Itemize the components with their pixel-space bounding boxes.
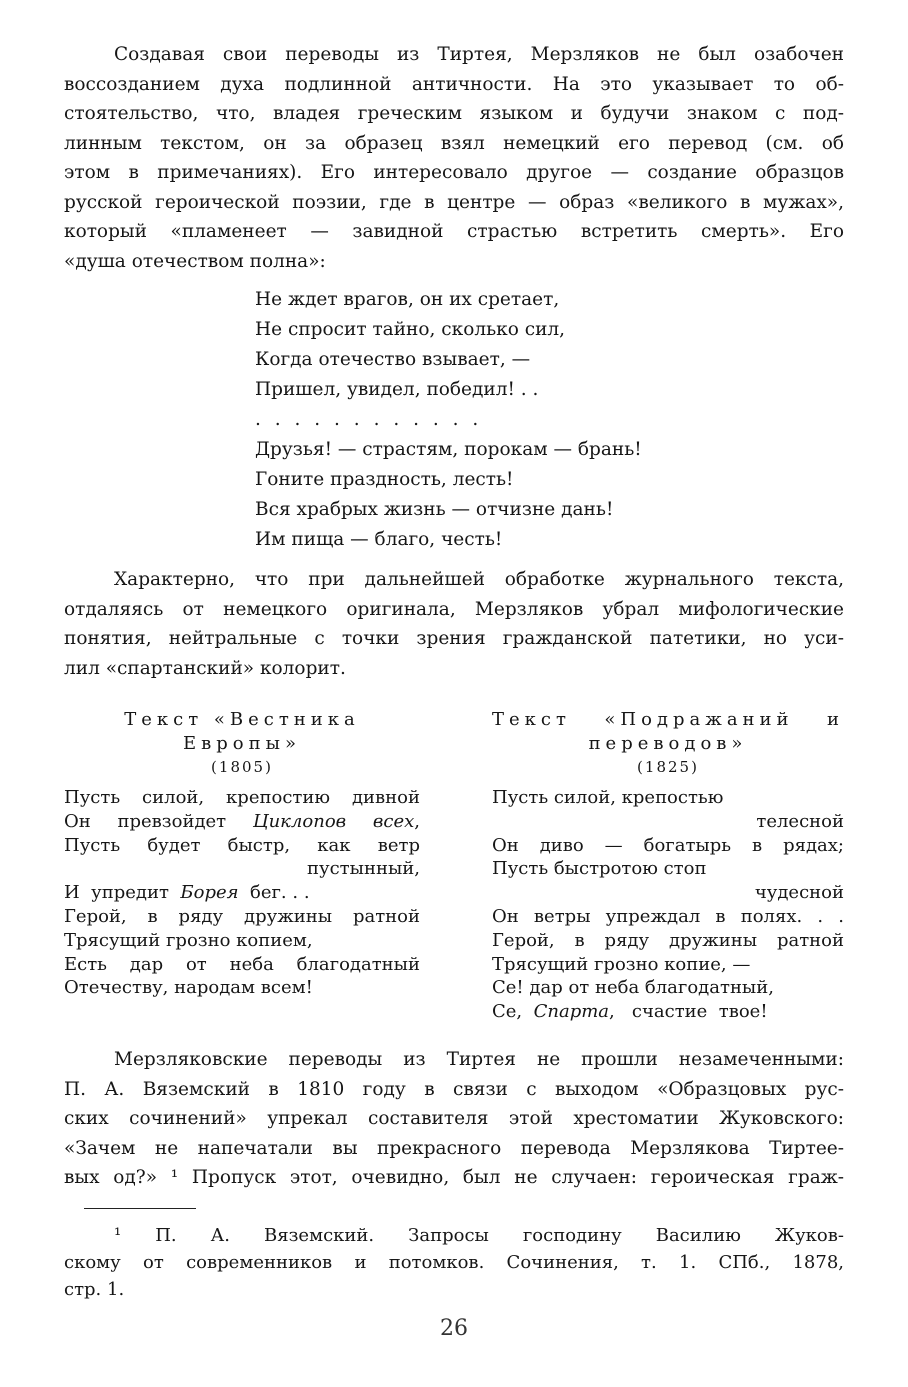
poem-line: Друзья! — страстям, порокам — брань! [255,439,642,460]
column-heading: переводов» [588,733,748,754]
poem-quote [255,285,642,555]
text-line: который «пламенеет — завидной страстью встретить смерть». Его [64,221,844,242]
verse-line: телесной [756,810,844,832]
column-heading: Текст «Подражаний и [492,709,844,730]
verse-line: Се, Спарта, счастие твое! [492,1001,768,1023]
verse-line: Герой, в ряду дружины ратной [492,929,844,951]
verse-line: Он диво — богатырь в рядах; [492,834,844,856]
verse-line: Пусть быстротою стоп [492,858,707,880]
text-line: линным текстом, он за образец взял немецкий его перевод (см. об [64,132,844,154]
text-line: Характерно, что при дальнейшей обработке журнального текста, [114,569,844,590]
text-line: этом в примечаниях). Его интересовало другое — создание образцов [64,162,844,183]
text-line: русской героической поэзии, где в центре — образ «великого в мужах», [64,191,844,213]
verse-line: Он превзойдет Циклопов всех, [64,810,420,832]
text-line: отдаляясь от немецкого оригинала, Мерзляков убрал мифологические [64,598,844,620]
text-line: стоятельство, что, владея греческим языком и будучи знаком с под- [64,103,844,124]
verse-line: Он ветры упреждал в полях. . . [492,905,844,927]
poem-line: Когда отечество взывает, — [255,349,531,370]
verse-line: Есть дар от неба благодатный [64,953,420,975]
verse-line: чудесной [754,882,844,904]
poem-line: Вся храбрых жизнь — отчизне дань! [255,499,614,520]
text-line: «душа отечеством полна»: [64,250,326,272]
poem-line: Пришел, увидел, победил! . . [255,379,539,400]
poem-line: Гоните праздность, лесть! [255,469,514,490]
text-line: ских сочинений» упрекал составителя этой хрестоматии Жуковского: [64,1108,844,1129]
poem-ellipsis: . . . . . . . . . . . . [255,409,483,430]
left-column-vestnik [64,708,420,1000]
paragraph-vyazemsky [64,1045,844,1193]
verse-line: Се! дар от неба благодатный, [492,977,774,999]
verse-line: И упредит Борея бег. . . [64,882,310,904]
poem-line: Не ждет врагов, он их сретает, [255,289,560,310]
text-line: Мерзляковские переводы из Тиртея не прошли незамеченными: [114,1049,844,1070]
verse-line: Герой, в ряду дружины ратной [64,905,420,927]
text-line: «Зачем не напечатали вы прекрасного перевода Мерзлякова Тиртее- [64,1137,844,1159]
text-line: понятия, нейтральные с точки зрения гражданской патетики, но уси- [64,628,844,649]
verse-line: Трясущий грозно копие, — [492,953,751,975]
verse-line: Трясущий грозно копием, [64,929,313,951]
footnote-line: ¹ П. А. Вяземский. Запросы господину Василию Жуков- [114,1225,844,1246]
text-line: Создавая свои переводы из Тиртея, Мерзляков не был озабочен [114,44,844,65]
verse-line: Пусть силой, крепостью [492,787,724,808]
text-line: вых од?» ¹ Пропуск этот, очевидно, был не случаен: героическая граж- [64,1167,844,1188]
page-number: 26 [440,1316,468,1341]
poem-line: Им пища — благо, честь! [255,529,503,550]
paragraph-intro [64,40,844,276]
verse-line: пустынный, [307,858,420,880]
footnote-line: скому от современников и потомков. Сочинения, т. 1. СПб., 1878, [64,1252,844,1273]
poem-line: Не спросит тайно, сколько сил, [255,319,566,340]
text-line: П. А. Вяземский в 1810 году в связи с выходом «Образцовых рус- [64,1078,844,1100]
verse-line: Пусть силой, крепостию дивной [64,787,420,808]
verse-line: Пусть будет быстр, как ветр [64,834,420,856]
column-heading: Европы» [183,733,301,754]
footnote-divider [84,1208,196,1209]
verse-line: Отечеству, народам всем! [64,977,313,999]
text-line: воссозданием духа подлинной античности. На это указывает то об- [64,73,844,95]
footnote-line: стр. 1. [64,1279,125,1300]
column-year: (1805) [211,758,273,776]
right-column-podrazhaniya [492,708,844,1024]
column-heading: Текст «Вестника [124,709,360,730]
text-line: лил «спартанский» колорит. [64,657,346,679]
paragraph-characteristic [64,565,844,683]
column-year: (1825) [637,758,699,776]
footnote [64,1222,844,1303]
